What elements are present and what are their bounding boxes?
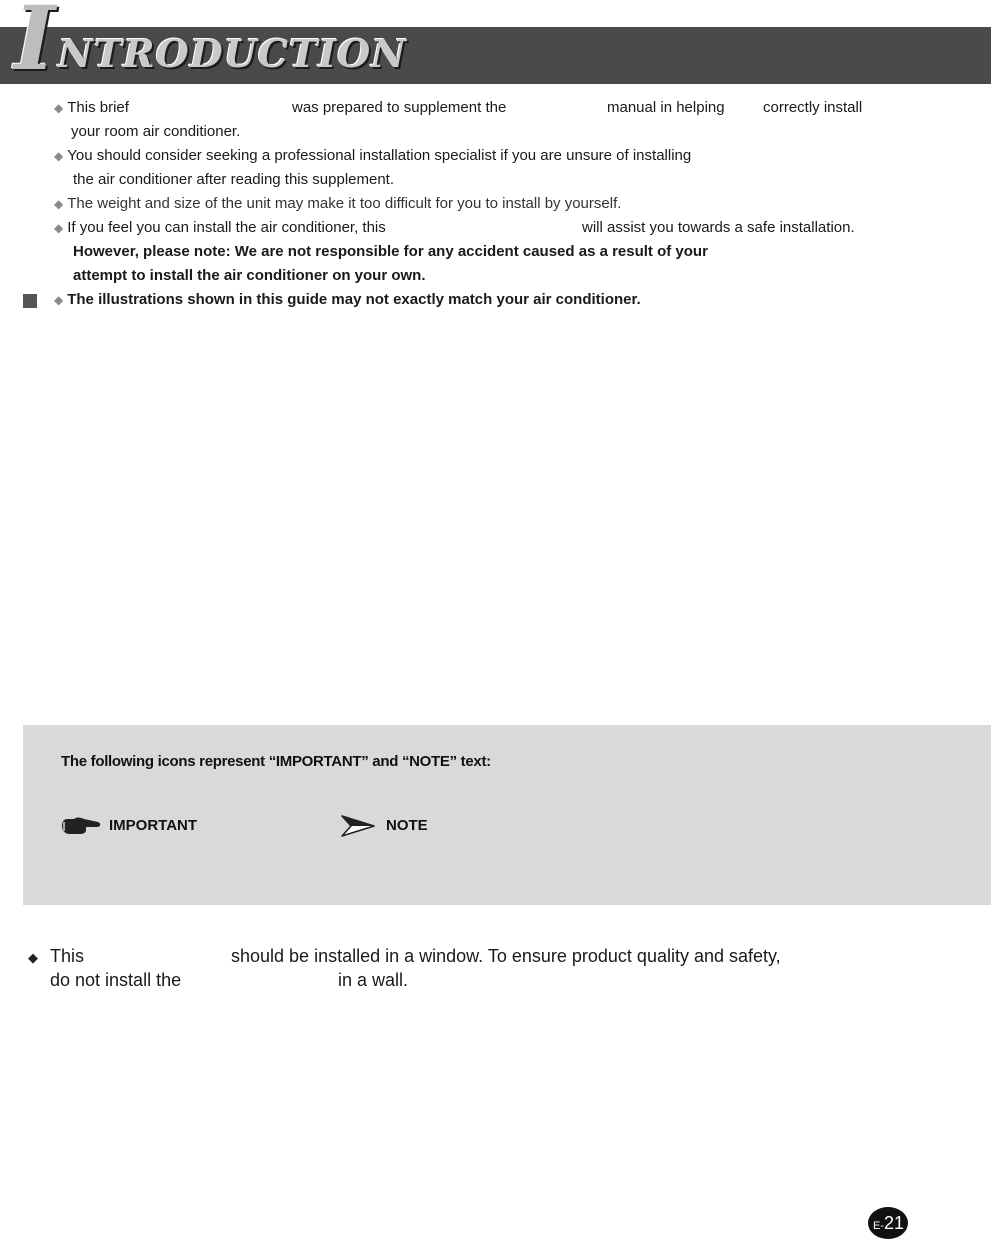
diamond-bullet-icon: ◆	[54, 197, 64, 211]
note-line-1-part-b: should be installed in a window. To ensure product quality and safety,	[231, 946, 781, 966]
side-marker	[23, 294, 37, 308]
bullet-5-text: The illustrations shown in this guide may not exactly match your air conditioner.	[67, 291, 641, 308]
title-rest: NTRODUCTION	[58, 31, 407, 76]
note-line-2-part-a: do not install the	[50, 970, 182, 990]
bullet-3-text: The weight and size of the unit may make it too difficult for you to install by yourself.	[67, 195, 622, 212]
bullet-4-part-a: If you feel you can install the air conditioner, this	[67, 219, 386, 236]
note-line-1-part-a: This	[50, 946, 85, 966]
diamond-bullet-icon: ◆	[54, 101, 64, 115]
bullet-4-disclaimer-1: However, please note: We are not responsible for any accident caused as a result of your	[73, 243, 708, 260]
page-prefix: E-	[873, 1220, 884, 1232]
icon-legend-box	[23, 725, 991, 905]
pointing-hand-icon	[60, 815, 102, 837]
bullet-1-continuation: your room air conditioner.	[71, 123, 241, 140]
bullet-1-part-c: manual in helping	[607, 99, 725, 116]
diamond-bullet-icon: ◆	[28, 950, 38, 965]
bullet-2-continuation: the air conditioner after reading this supplement.	[73, 171, 395, 188]
bullet-4-part-b: will assist you towards a safe installation.	[582, 219, 855, 236]
bullet-4-disclaimer-2: attempt to install the air conditioner on your own.	[73, 267, 426, 284]
note-label: NOTE	[386, 817, 428, 834]
important-label: IMPORTANT	[109, 817, 198, 834]
bullet-1-part-a: This brief	[67, 99, 129, 116]
page-number: 21	[884, 1213, 905, 1233]
title-initial: I	[14, 0, 56, 90]
page-number-badge	[868, 1207, 908, 1239]
bullet-1-part-d: correctly install	[763, 99, 863, 116]
icon-legend-title: The following icons represent “IMPORTANT” and “NOTE” text:	[61, 753, 491, 770]
note-line-2-part-b: in a wall.	[338, 970, 409, 990]
bullet-2-text: You should consider seeking a professional installation specialist if you are unsure of installing	[67, 147, 692, 164]
diamond-bullet-icon: ◆	[54, 293, 64, 307]
bullet-1-part-b: was prepared to supplement the	[292, 99, 507, 116]
diamond-bullet-icon: ◆	[54, 149, 64, 163]
diamond-bullet-icon: ◆	[54, 221, 64, 235]
arrow-pointer-icon	[341, 815, 375, 837]
